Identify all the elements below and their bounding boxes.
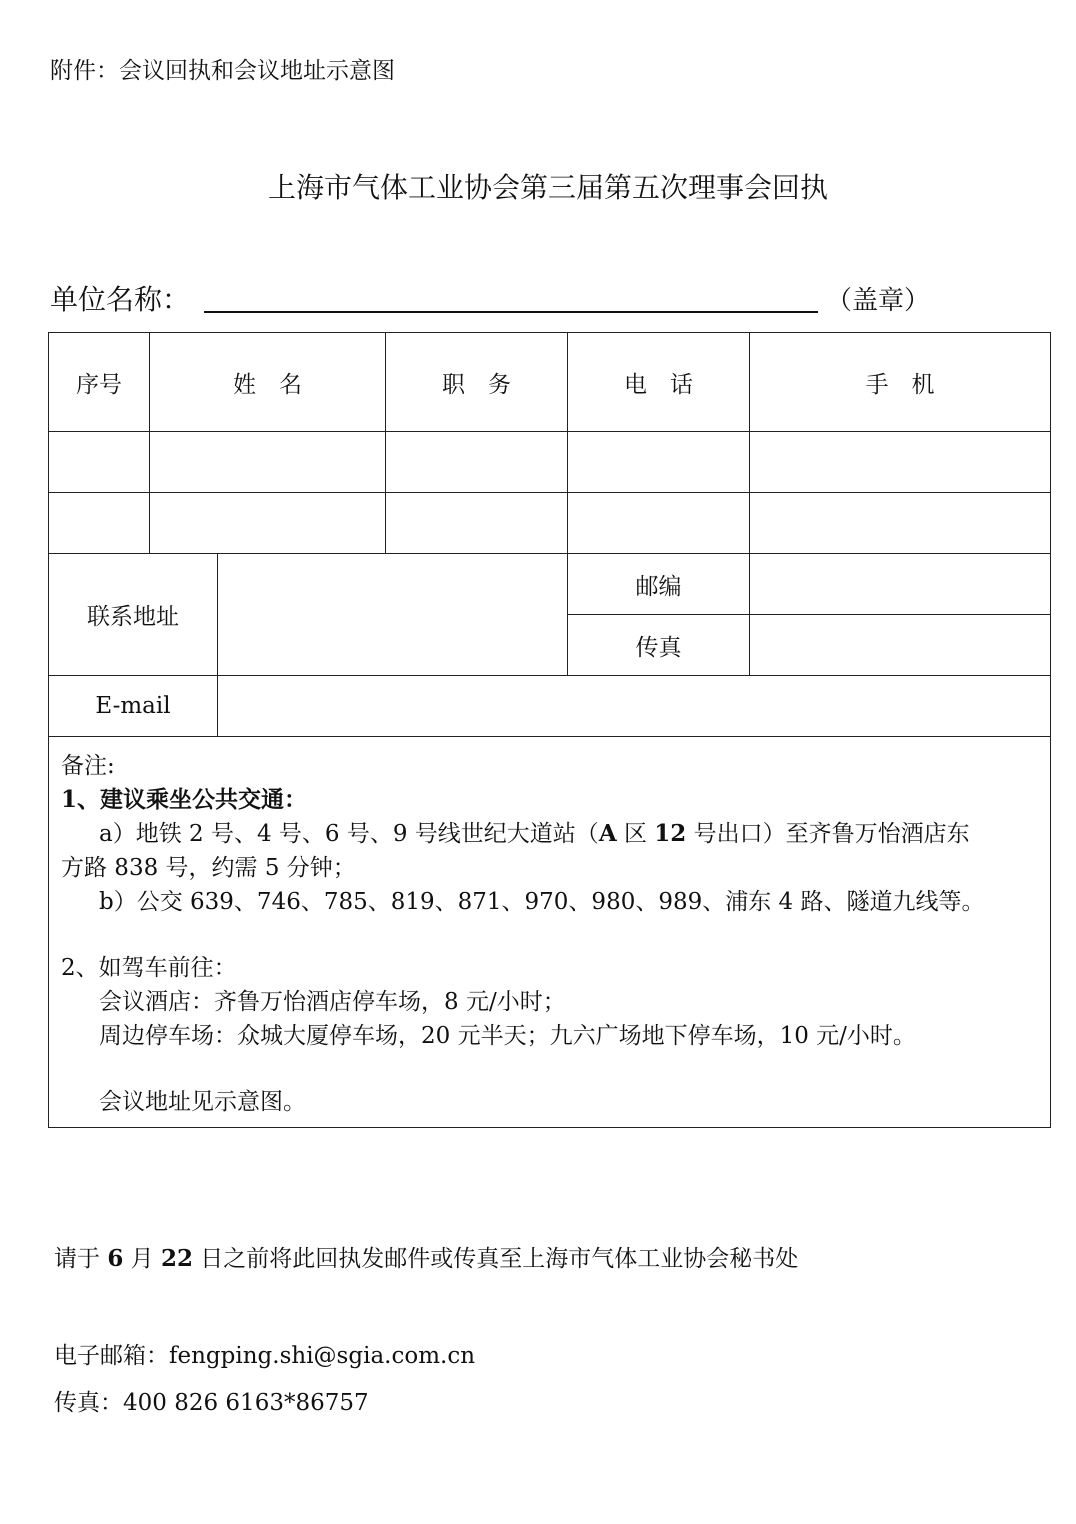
fax-contact-label: 传真： <box>54 1390 123 1416</box>
deadline-note <box>54 1240 798 1273</box>
unit-name-field[interactable] <box>204 311 818 313</box>
header-position: 职 务 <box>386 333 568 432</box>
header-serial: 序号 <box>49 333 150 432</box>
contact-address-field[interactable] <box>218 554 568 676</box>
notes-item1-title: 1、建议乘坐公共交通： <box>61 786 308 813</box>
contact-address-label: 联系地址 <box>49 554 218 676</box>
email-contact-value[interactable]: fengping.shi@sgia.com.cn <box>169 1343 476 1369</box>
cell-mobile[interactable] <box>750 493 1051 554</box>
cell-position[interactable] <box>386 432 568 493</box>
deadline-text2: 月 <box>123 1246 161 1272</box>
cell-phone[interactable] <box>568 432 750 493</box>
postcode-field[interactable] <box>750 554 1051 615</box>
deadline-text1: 请于 <box>54 1246 108 1272</box>
cell-mobile[interactable] <box>750 432 1051 493</box>
fax-contact-value: 400 826 6163*86757 <box>123 1390 369 1416</box>
fax-field[interactable] <box>750 615 1051 676</box>
deadline-text3: 日之前将此回执发邮件或传真至上海市气体工业协会秘书处 <box>192 1246 799 1272</box>
contact-row-postcode <box>49 554 1051 615</box>
email-contact-label: 电子邮箱： <box>54 1343 169 1369</box>
header-phone: 电 话 <box>568 333 750 432</box>
email-field[interactable] <box>218 676 1051 737</box>
notes-item1-a-text1: a）地铁 2 号、4 号、6 号、9 号线世纪大道站（ <box>99 821 599 847</box>
notes-item1-a-bold1: A <box>598 820 617 847</box>
notes-item1-b: b）公交 639、746、785、819、871、970、980、989、浦东 4 路、隧道九线等。 <box>99 889 985 915</box>
notes <box>49 737 1050 1119</box>
notes-item2-line1: 会议酒店：齐鲁万怡酒店停车场，8 元/小时； <box>99 989 566 1015</box>
contact-email <box>54 1337 475 1370</box>
contact-fax <box>54 1384 369 1417</box>
header-mobile: 手 机 <box>750 333 1051 432</box>
notes-row <box>49 737 1051 1128</box>
notes-item1-a-bold2: 12 <box>654 820 687 847</box>
deadline-day: 22 <box>160 1245 193 1272</box>
reply-form-table <box>48 332 1051 1128</box>
fax-label: 传真 <box>568 615 750 676</box>
notes-item1-a <box>61 817 1050 851</box>
notes-item2-line3: 会议地址见示意图。 <box>99 1089 306 1115</box>
email-row <box>49 676 1051 737</box>
notes-item1-a-text3: 号出口）至齐鲁万怡酒店东 <box>686 821 970 847</box>
cell-serial[interactable] <box>49 493 150 554</box>
notes-item2-line2: 周边停车场：众城大厦停车场，20 元半天；九六广场地下停车场，10 元/小时。 <box>99 1023 916 1049</box>
notes-item2-title: 2、如驾车前往： <box>61 955 237 981</box>
email-label: E-mail <box>49 676 218 737</box>
notes-item1-a-cont: 方路 838 号，约需 5 分钟； <box>61 855 356 881</box>
notes-item1-a-text2: 区 <box>616 821 655 847</box>
table-row <box>49 493 1051 554</box>
header-name: 姓 名 <box>150 333 386 432</box>
postcode-label: 邮编 <box>568 554 750 615</box>
cell-name[interactable] <box>150 493 386 554</box>
table-header-row <box>49 333 1051 432</box>
unit-name-label: 单位名称： <box>50 283 191 316</box>
form-title: 上海市气体工业协会第三届第五次理事会回执 <box>267 171 828 204</box>
notes-gap <box>61 1053 1050 1085</box>
notes-heading: 备注: <box>61 753 115 779</box>
cell-position[interactable] <box>386 493 568 554</box>
notes-gap <box>61 919 1050 951</box>
cell-phone[interactable] <box>568 493 750 554</box>
attachment-note: 附件：会议回执和会议地址示意图 <box>50 58 395 84</box>
cell-name[interactable] <box>150 432 386 493</box>
table-row <box>49 432 1051 493</box>
stamp-label: （盖章） <box>826 286 931 316</box>
cell-serial[interactable] <box>49 432 150 493</box>
notes-cell <box>49 737 1051 1128</box>
deadline-month: 6 <box>107 1245 124 1272</box>
